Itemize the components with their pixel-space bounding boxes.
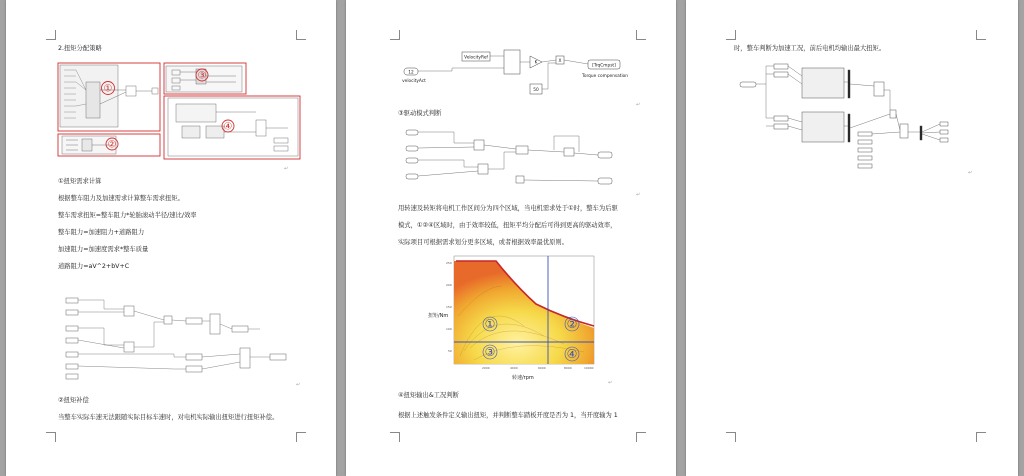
marker-4: ④ bbox=[223, 121, 233, 133]
torque-output-diagram bbox=[740, 62, 980, 172]
crop-mark bbox=[296, 432, 306, 442]
crop-mark bbox=[46, 432, 56, 442]
marker-1: ① bbox=[103, 83, 113, 95]
crop-mark bbox=[726, 432, 736, 442]
paragraph-mark: ↵ bbox=[636, 102, 641, 108]
subsection-title: ②扭矩补偿 bbox=[58, 397, 89, 404]
section-heading: 2.扭矩分配策略 bbox=[58, 45, 102, 52]
chart-y-label: 扭矩/Nm bbox=[428, 313, 449, 319]
marker-3: ③ bbox=[197, 70, 207, 82]
crop-mark bbox=[976, 30, 986, 40]
paragraph-mark: ↵ bbox=[636, 192, 641, 198]
torque-compensation-diagram bbox=[402, 44, 652, 102]
zone-4-label: ④ bbox=[566, 347, 578, 361]
formula-line: 加速阻力=加速度需求*整车质量 bbox=[58, 246, 149, 253]
crop-mark bbox=[726, 30, 736, 40]
efficiency-map-chart bbox=[446, 256, 604, 374]
strategy-overview-diagram bbox=[56, 60, 306, 162]
paragraph-mark: ↵ bbox=[608, 380, 613, 386]
page-1 bbox=[6, 0, 336, 476]
zone-2-label: ② bbox=[566, 317, 578, 331]
body-line: 时，整车判断为加速工况，前后电机均输出最大扭矩。 bbox=[734, 45, 886, 52]
body-line: 当整车实际车速无法跟随实际目标车速时，对电机实际输出扭矩进行扭矩补偿。 bbox=[58, 414, 279, 421]
svg-text:K: K bbox=[534, 60, 538, 66]
page-3 bbox=[686, 0, 1018, 476]
paragraph-mark: ↵ bbox=[284, 166, 289, 172]
subsection-title: ③驱动模式判断 bbox=[398, 110, 442, 117]
svg-text:250: 250 bbox=[446, 261, 452, 265]
formula-line: 整车需求扭矩=整车阻力*轮胎滚动半径/速比/效率 bbox=[58, 212, 197, 219]
svg-text:50: 50 bbox=[448, 349, 452, 353]
body-line: 模式，①②④区域时，由于效率较低，扭矩平均分配后可得到更高的驱动效率， bbox=[398, 222, 617, 229]
subsection-title: ④扭矩输出&工况判断 bbox=[398, 392, 459, 399]
body-line: 用转速及转矩将电机工作区间分为四个区域，当电机需求处于①时，整车为后驱 bbox=[398, 205, 618, 212]
page-2 bbox=[346, 0, 676, 476]
paragraph-mark: ↵ bbox=[296, 382, 301, 388]
marker-2: ② bbox=[107, 139, 117, 151]
trq-cmpst-goto: [TrqCmpst] bbox=[592, 63, 616, 69]
chart-x-label: 转速/rpm bbox=[512, 375, 534, 381]
svg-text:8000: 8000 bbox=[564, 366, 572, 370]
body-line: 根据上述触发条件定义输出扭矩，并判断整车踏板开度是否为 1，当开度输为 1 bbox=[398, 412, 618, 419]
gain-constant: 50 bbox=[533, 88, 539, 93]
crop-mark bbox=[390, 30, 400, 40]
zone-1-label: ① bbox=[484, 317, 496, 331]
formula-line: 整车阻力=加速阻力+道路阻力 bbox=[58, 229, 145, 236]
crop-mark bbox=[296, 30, 306, 40]
crop-mark bbox=[976, 432, 986, 442]
subsection-title: ①扭矩需求计算 bbox=[58, 178, 102, 185]
torque-demand-diagram bbox=[64, 296, 294, 380]
crop-mark bbox=[390, 432, 400, 442]
formula-line: 道路阻力=aV^2+bV+C bbox=[58, 263, 130, 270]
crop-mark bbox=[636, 30, 646, 40]
svg-text:2000: 2000 bbox=[482, 366, 490, 370]
svg-text:100: 100 bbox=[446, 327, 452, 331]
crop-mark bbox=[636, 432, 646, 442]
velocity-ref-block: VelocityRef bbox=[464, 55, 488, 61]
torque-compensation-label: Torque compensation bbox=[581, 74, 629, 79]
svg-text:200: 200 bbox=[446, 283, 452, 287]
svg-text:4000: 4000 bbox=[510, 366, 518, 370]
crop-mark bbox=[46, 30, 56, 40]
velocity-act-label: velocityAct bbox=[402, 79, 426, 84]
svg-text:10000: 10000 bbox=[584, 366, 594, 370]
svg-text:150: 150 bbox=[446, 305, 452, 309]
svg-text:6000: 6000 bbox=[538, 366, 546, 370]
svg-text:X: X bbox=[558, 59, 562, 64]
body-line: 根据整车阻力及加速需求计算整车需求扭矩。 bbox=[58, 195, 184, 202]
zone-3-label: ③ bbox=[484, 345, 496, 359]
paragraph-mark: ↵ bbox=[968, 170, 973, 176]
drive-mode-diagram bbox=[404, 126, 634, 190]
body-line: 实际项目可根据需求划分更多区域，或者根据效率最优原则。 bbox=[398, 239, 569, 246]
inport-number: 12 bbox=[408, 70, 414, 76]
